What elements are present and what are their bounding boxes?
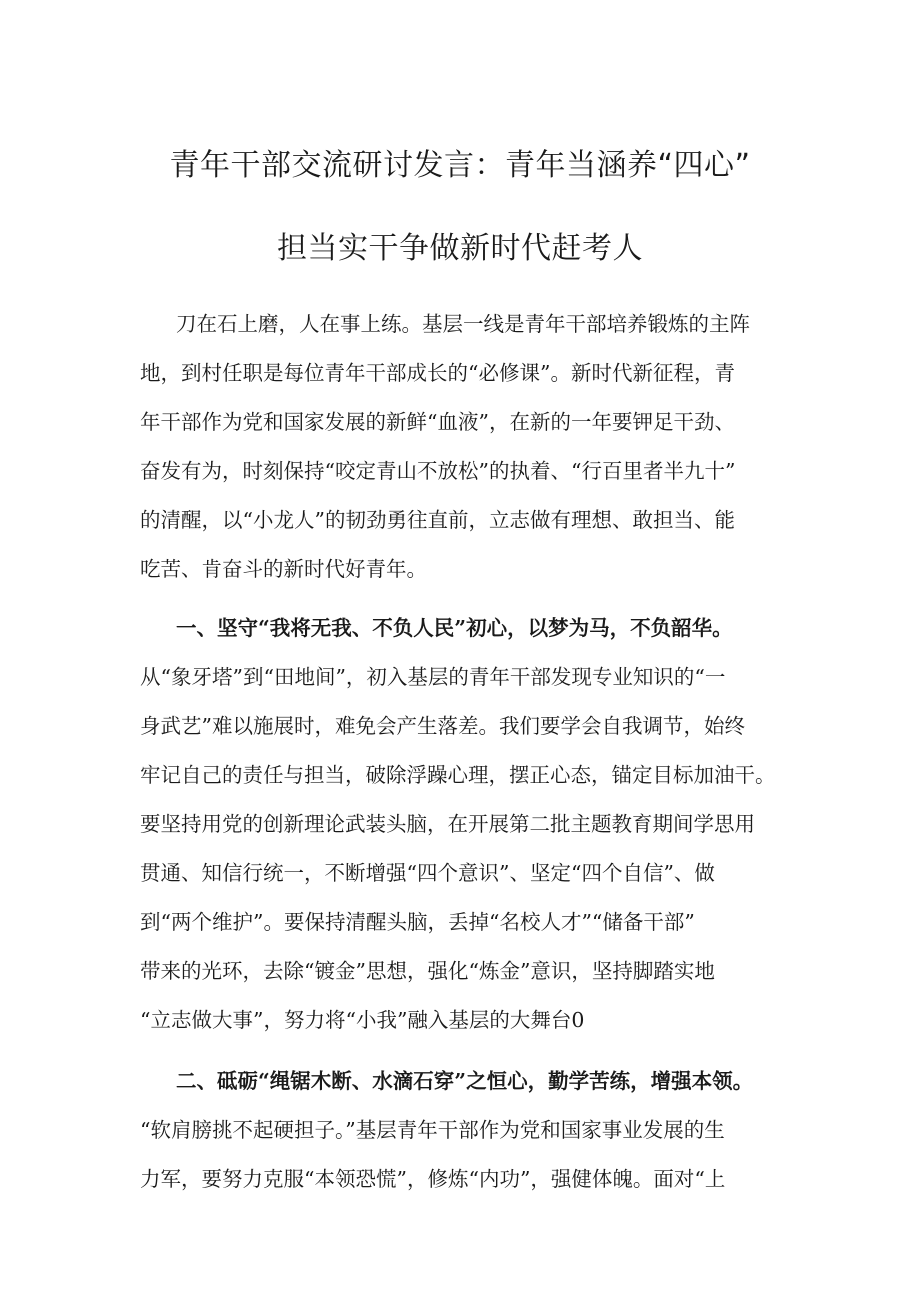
paragraph-line: 身武艺”难以施展时，难免会产生落差。我们要学会自我调节，始终: [140, 714, 745, 738]
paragraph-line: 牢记自己的责任与担当，破除浮躁心理，摆正心态，锚定目标加油干。: [140, 763, 776, 787]
paragraph-line: “立志做大事”，努力将“小我”融入基层的大舞台0: [140, 1008, 585, 1032]
paragraph-line: 年干部作为党和国家发展的新鲜“血液”，在新的一年要钾足干劲、: [140, 410, 735, 434]
document-title-line-2: 担当实干争做新时代赶考人: [277, 231, 643, 266]
paragraph-line: 奋发有为，时刻保持“咬定青山不放松”的执着、“行百里者半九十”: [140, 459, 736, 483]
paragraph-line: 吃苦、肯奋斗的新时代好青年。: [140, 557, 427, 581]
section-heading: 一、坚守“我将无我、不负人民”初心，以梦为马，不负韶华。: [176, 616, 733, 640]
paragraph-line: 地，到村任职是每位青年干部成长的“必修课”。新时代新征程，青: [140, 361, 735, 385]
paragraph-line: 到“两个维护”。要保持清醒头脑，丢掉“名校人才”“储备干部”: [140, 910, 695, 934]
section-two-paragraph: [140, 1057, 790, 1204]
intro-paragraph: [140, 300, 790, 594]
section-one-paragraph: [140, 604, 790, 1045]
paragraph-line: 力军，要努力克服“本领恐慌”，修炼“内功”，强健体魄。面对“上: [140, 1167, 726, 1191]
paragraph-line: “软肩膀挑不起硬担子。”基层青年干部作为党和国家事业发展的生: [140, 1118, 725, 1142]
paragraph-line: 要坚持用党的创新理论武装头脑，在开展第二批主题教育期间学思用: [140, 812, 755, 836]
line-text: 刀在石上磨，人在事上练。基层一线是青年干部培养锻炼的主阵: [176, 312, 750, 336]
section-heading: 二、砥砺“绳锯木断、水滴石穿”之恒心，勤学苦练，增强本领。: [176, 1069, 754, 1093]
section-heading-line: [140, 1057, 790, 1106]
paragraph-line: 贯通、知信行统一，不断增强“四个意识”、坚定“四个自信”、做: [140, 861, 715, 885]
paragraph-line: [140, 300, 790, 349]
paragraph-line: 从“象牙塔”到“田地间”，初入基层的青年干部发现专业知识的“一: [140, 665, 726, 689]
document-title-line-1: 青年干部交流研讨发言：青年当涵养“四心”: [169, 148, 751, 183]
paragraph-line: 带来的光环，去除“镀金”思想，强化“炼金”意识，坚持脚踏实地: [140, 959, 715, 983]
paragraph-line: 的清醒，以“小龙人”的韧劲勇往直前，立志做有理想、敢担当、能: [140, 508, 735, 532]
section-heading-line: [140, 604, 790, 653]
